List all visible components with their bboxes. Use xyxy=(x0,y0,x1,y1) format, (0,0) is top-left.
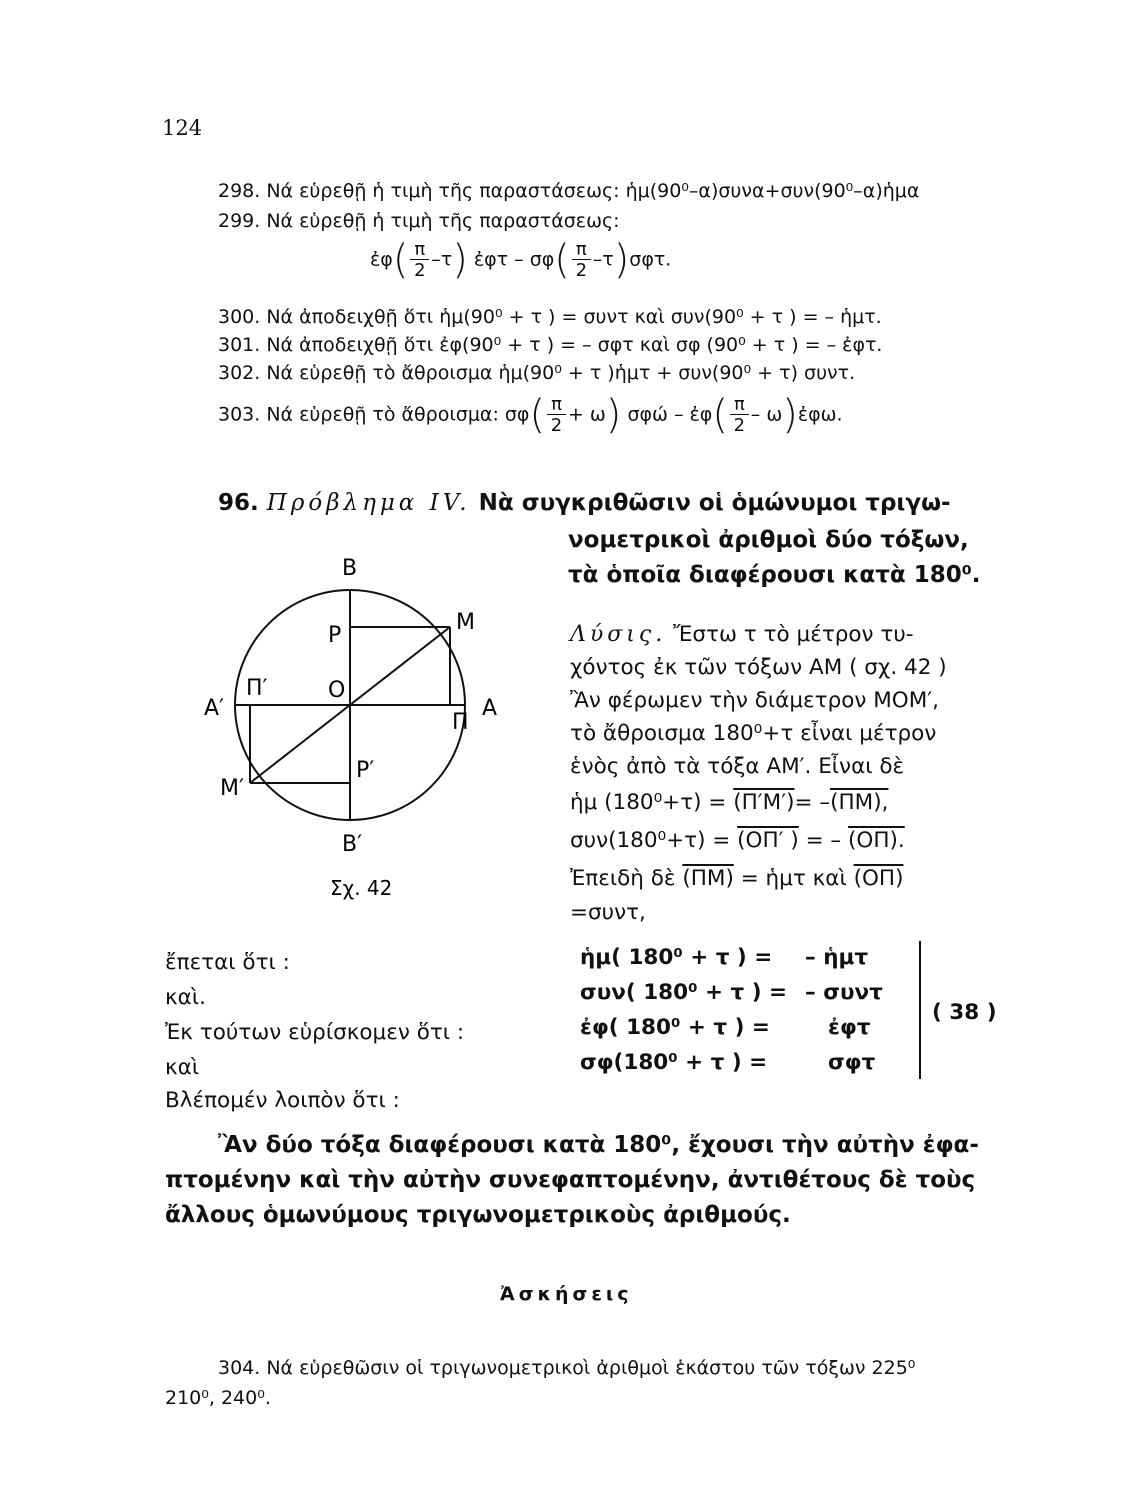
label-P-prime: P′ xyxy=(356,758,375,783)
problem-number: 96. xyxy=(218,490,259,516)
equation-ref-38: ( 38 ) xyxy=(932,1000,997,1025)
fraction-pi-over-2 xyxy=(410,238,429,281)
expr: = – xyxy=(794,790,831,815)
fraction-denominator: 2 xyxy=(414,259,426,281)
exercise-304-line2: 210⁰, 240⁰. xyxy=(165,1387,271,1409)
fraction-denominator: 2 xyxy=(575,259,588,281)
eq2-right: – συντ xyxy=(805,980,883,1005)
eq4-left: σφ(180⁰ + τ ) = xyxy=(580,1050,768,1075)
expr: συν(180⁰+τ) = xyxy=(570,828,738,853)
exercises-heading: Ἀσκήσεις xyxy=(500,1283,633,1305)
formula-part: σφώ – ἐφ xyxy=(627,403,713,426)
eq3-left: ἐφ( 180⁰ + τ ) = xyxy=(580,1015,770,1040)
fraction-numerator: π xyxy=(572,241,591,260)
conclusion-line1: Ἂν δύο τόξα διαφέρουσι κατὰ 180⁰, ἔχουσι τὴν αὐτὴν ἐφα- xyxy=(218,1132,979,1158)
overlined-segment: (ΠΜ), xyxy=(830,790,889,815)
formula-part: 303. Νά εὑρεθῇ τὸ ἄθροισμα: σφ xyxy=(218,403,530,426)
label-Pi-prime: Π′ xyxy=(246,676,268,701)
fraction-denominator: 2 xyxy=(733,414,746,436)
fraction-numerator: π xyxy=(410,241,429,260)
formula-part: –τ xyxy=(592,248,614,271)
label-Pi: Π xyxy=(452,710,469,735)
label-P: P xyxy=(328,623,342,648)
page-number: 124 xyxy=(162,116,203,140)
solution-line4: τὸ ἄθροισμα 180⁰+τ εἶναι μέτρον xyxy=(570,721,937,746)
solution-line6 xyxy=(570,790,888,815)
paren-close: ) xyxy=(613,237,630,283)
eq2-left: συν( 180⁰ + τ ) = xyxy=(580,980,788,1005)
label-A: A xyxy=(482,696,498,721)
figure-42 xyxy=(190,545,530,935)
overlined-segment: (ΟΠ) xyxy=(853,866,904,891)
fraction-numerator: π xyxy=(547,396,566,415)
solution-line9: =συντ, xyxy=(570,900,646,925)
formula-part: –τ xyxy=(431,248,453,271)
formula-part: ἐφτ – σφ xyxy=(473,248,555,271)
conclusion-line3: ἄλλους ὁμωνύμους τριγωνομετρικοὺς ἀριθμούς. xyxy=(165,1202,791,1228)
formula-part: ἐφω. xyxy=(797,403,843,426)
eq3-right: ἐφτ xyxy=(828,1015,871,1040)
results-left3: Ἐκ τούτων εὑρίσκομεν ὅτι : xyxy=(165,1020,465,1045)
formula-part: σφτ. xyxy=(629,248,672,271)
problem-statement-line1: Νὰ συγκριθῶσιν οἱ ὁμώνυμοι τριγω- xyxy=(478,490,951,516)
fraction-pi-over-2 xyxy=(547,393,566,436)
results-left1: ἔπεται ὅτι : xyxy=(165,950,290,975)
problem-heading xyxy=(218,490,951,516)
overlined-segment: (ΟΠ). xyxy=(848,828,905,853)
fraction-numerator: π xyxy=(730,396,749,415)
right-brace xyxy=(905,941,921,1079)
results-left4: καὶ xyxy=(165,1055,200,1080)
formula-part: – ω xyxy=(750,403,783,426)
solution-line2: χόντος ἐκ τῶν τόξων ΑΜ ( σχ. 42 ) xyxy=(570,655,947,680)
paren-open: ( xyxy=(529,392,546,438)
problem-statement-line3: τὰ ὁποῖα διαφέρουσι κατὰ 180⁰. xyxy=(568,562,981,588)
exercise-302: 302. Νά εὑρεθῇ τὸ ἄθροισμα ἡμ(90⁰ + τ )ἡμτ + συν(90⁰ + τ) συντ. xyxy=(218,362,856,384)
expr: ἡμ (180⁰+τ) = xyxy=(570,790,734,815)
label-B: B xyxy=(342,556,358,581)
label-M-prime: M′ xyxy=(220,776,244,801)
fraction-denominator: 2 xyxy=(550,414,563,436)
paren-close: ) xyxy=(452,237,468,283)
expr: Ἐπειδὴ δὲ xyxy=(570,866,683,891)
exercise-303 xyxy=(218,392,843,455)
label-M: M xyxy=(456,610,475,635)
overlined-segment: (Π′Μ′) xyxy=(733,790,795,815)
paren-close: ) xyxy=(605,392,622,438)
exercise-301: 301. Νά ἀποδειχθῇ ὅτι ἐφ(90⁰ + τ ) = – σφτ καὶ σφ (90⁰ + τ ) = – ἐφτ. xyxy=(218,334,883,356)
results-left2: καὶ. xyxy=(165,985,206,1010)
fraction-pi-over-2 xyxy=(572,238,591,281)
exercise-298: 298. Νά εὑρεθῇ ἡ τιμὴ τῆς παραστάσεως: ἡμ(90⁰–α)συνα+συν(90⁰–α)ἡμα xyxy=(218,180,920,202)
solution-lead: Λύσις. xyxy=(570,622,667,647)
paren-close: ) xyxy=(782,392,798,438)
solution-text: Ἔστω τ τὸ μέτρον τυ- xyxy=(673,622,914,647)
solution-line7 xyxy=(570,828,905,853)
problem-statement-line2: νομετρικοὶ ἀριθμοὶ δύο τόξων, xyxy=(568,527,969,553)
solution-line5: ἑνὸς ἀπὸ τὰ τόξα ΑΜ′. Εἶναι δὲ xyxy=(570,754,905,779)
label-A-prime: A′ xyxy=(204,696,225,721)
formula-part: ἐφ xyxy=(370,248,393,271)
exercise-300: 300. Νά ἀποδειχθῇ ὅτι ἡμ(90⁰ + τ ) = συντ καὶ συν(90⁰ + τ ) = – ἡμτ. xyxy=(218,306,882,328)
overlined-segment: (ΟΠ′ ) xyxy=(737,828,799,853)
paren-open: ( xyxy=(392,237,409,283)
label-B-prime: B′ xyxy=(342,832,363,857)
formula-part: + ω xyxy=(567,403,606,426)
eq1-left: ἡμ( 180⁰ + τ ) = xyxy=(580,945,773,970)
eq1-right: – ἡμτ xyxy=(805,945,869,970)
solution-line8 xyxy=(570,866,903,891)
solution-line1 xyxy=(570,622,914,647)
exercise-299: 299. Νά εὑρεθῇ ἡ τιμὴ τῆς παραστάσεως: xyxy=(218,210,620,232)
conclusion-line2: πτομένην καὶ τὴν αὐτὴν συνεφαπτομένην, ἀντιθέτους δὲ τοὺς xyxy=(165,1167,976,1193)
eq4-right: σφτ xyxy=(828,1050,876,1075)
exercise-299-formula xyxy=(370,237,672,300)
overlined-segment: (ΠΜ) xyxy=(682,866,734,891)
expr: = – xyxy=(798,828,849,853)
paren-open: ( xyxy=(712,392,728,438)
problem-title: Πρόβλημα IV. xyxy=(266,490,471,516)
paren-open: ( xyxy=(554,237,570,283)
fraction-pi-over-2 xyxy=(730,393,749,436)
figure-caption: Σχ. 42 xyxy=(330,876,393,900)
exercise-304-line1: 304. Νά εὑρεθῶσιν οἱ τριγωνομετρικοὶ ἀριθμοὶ ἑκάστου τῶν τόξων 225⁰ xyxy=(218,1357,916,1379)
results-left5: Βλέπομέν λοιπὸν ὅτι : xyxy=(165,1088,400,1113)
solution-line3: Ἂν φέρωμεν τὴν διάμετρον ΜΟΜ′, xyxy=(570,688,939,713)
label-O: O xyxy=(328,678,346,703)
expr: = ἡμτ καὶ xyxy=(733,866,854,891)
